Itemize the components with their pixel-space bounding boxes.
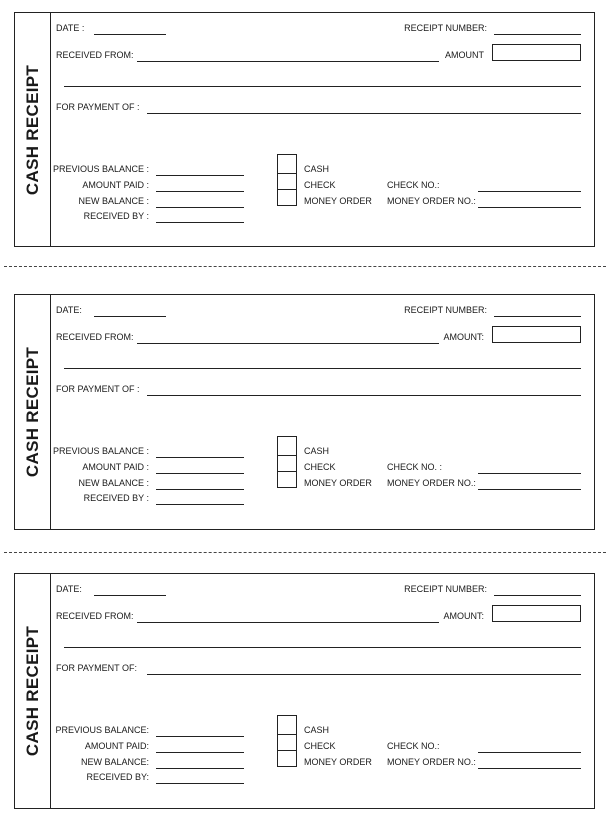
receipt-title: CASH RECEIPT (22, 64, 42, 195)
money-order-checkbox[interactable] (277, 471, 297, 488)
cash-label: CASH (304, 446, 330, 456)
money-order-label: MONEY ORDER (304, 196, 372, 206)
previous-balance-field[interactable] (156, 457, 244, 458)
previous-balance-label: PREVIOUS BALANCE : (52, 164, 149, 174)
new-balance-field[interactable] (156, 489, 244, 490)
receipt-sidebar (15, 13, 51, 246)
check-checkbox[interactable] (277, 173, 297, 190)
date-label: DATE: (56, 305, 82, 315)
received-from-extra-line[interactable] (64, 647, 581, 648)
received-from-extra-line[interactable] (64, 86, 581, 87)
payment-for-label: FOR PAYMENT OF: (56, 663, 138, 673)
money-order-checkbox[interactable] (277, 189, 297, 206)
cut-line (4, 552, 606, 553)
cash-checkbox[interactable] (277, 154, 297, 174)
amount-label: AMOUNT (445, 50, 484, 60)
check-label: CHECK (304, 180, 336, 190)
previous-balance-field[interactable] (156, 175, 244, 176)
check-no-field[interactable] (478, 752, 581, 753)
previous-balance-label: PREVIOUS BALANCE: (55, 725, 149, 735)
check-label: CHECK (304, 462, 336, 472)
check-checkbox[interactable] (277, 734, 297, 751)
amount-paid-field[interactable] (156, 752, 244, 753)
received-from-label: RECEIVED FROM: (56, 50, 134, 60)
cash-checkbox[interactable] (277, 715, 297, 735)
received-by-field[interactable] (156, 783, 244, 784)
amount-paid-field[interactable] (156, 191, 244, 192)
cash-checkbox[interactable] (277, 436, 297, 456)
received-by-field[interactable] (156, 222, 244, 223)
amount-box[interactable] (492, 605, 581, 622)
date-field[interactable] (94, 595, 166, 596)
check-no-field[interactable] (478, 191, 581, 192)
amount-box[interactable] (492, 326, 581, 343)
money-order-no-label: MONEY ORDER NO.: (387, 757, 476, 767)
cut-line (4, 266, 606, 267)
date-label: DATE: (56, 584, 82, 594)
cash-receipt-2 (14, 294, 595, 530)
money-order-no-field[interactable] (478, 768, 581, 769)
amount-paid-label: AMOUNT PAID: (84, 741, 149, 751)
new-balance-label: NEW BALANCE : (78, 196, 149, 206)
date-field[interactable] (94, 34, 166, 35)
cash-receipt-1 (14, 12, 595, 247)
amount-label: AMOUNT: (443, 611, 484, 621)
payment-for-field[interactable] (147, 395, 581, 396)
money-order-no-label: MONEY ORDER NO.: (387, 478, 476, 488)
received-from-label: RECEIVED FROM: (56, 332, 134, 342)
amount-paid-label: AMOUNT PAID : (82, 180, 149, 190)
receipt-number-field[interactable] (494, 316, 581, 317)
previous-balance-field[interactable] (156, 736, 244, 737)
check-checkbox[interactable] (277, 455, 297, 472)
payment-for-label: FOR PAYMENT OF : (56, 384, 140, 394)
received-by-label: RECEIVED BY: (86, 772, 149, 782)
receipt-sidebar (15, 574, 51, 808)
amount-box[interactable] (492, 44, 581, 61)
receipt-title: CASH RECEIPT (22, 346, 42, 478)
received-by-field[interactable] (156, 504, 244, 505)
receipt-title: CASH RECEIPT (22, 625, 42, 757)
receipt-sidebar (15, 295, 51, 529)
received-from-label: RECEIVED FROM: (56, 611, 134, 621)
new-balance-field[interactable] (156, 768, 244, 769)
received-from-field[interactable] (137, 343, 439, 344)
check-no-field[interactable] (478, 473, 581, 474)
check-no-label: CHECK NO.: (387, 741, 440, 751)
receipt-number-label: RECEIPT NUMBER: (404, 23, 487, 33)
received-from-field[interactable] (137, 61, 439, 62)
date-label: DATE : (56, 23, 85, 33)
receipt-number-label: RECEIPT NUMBER: (404, 584, 487, 594)
payment-for-label: FOR PAYMENT OF : (56, 102, 140, 112)
receipt-number-field[interactable] (494, 34, 581, 35)
receipt-number-label: RECEIPT NUMBER: (404, 305, 487, 315)
check-no-label: CHECK NO.: (387, 180, 440, 190)
money-order-no-label: MONEY ORDER NO.: (387, 196, 476, 206)
money-order-checkbox[interactable] (277, 750, 297, 767)
received-by-label: RECEIVED BY : (83, 211, 149, 221)
check-no-label: CHECK NO. : (387, 462, 443, 472)
money-order-no-field[interactable] (478, 207, 581, 208)
cash-label: CASH (304, 164, 330, 174)
cash-receipt-3 (14, 573, 595, 809)
amount-label: AMOUNT: (443, 332, 484, 342)
amount-paid-label: AMOUNT PAID : (82, 462, 149, 472)
received-from-extra-line[interactable] (64, 368, 581, 369)
received-from-field[interactable] (137, 622, 439, 623)
payment-for-field[interactable] (147, 674, 581, 675)
payment-for-field[interactable] (147, 113, 581, 114)
received-by-label: RECEIVED BY : (83, 493, 149, 503)
cash-label: CASH (304, 725, 330, 735)
previous-balance-label: PREVIOUS BALANCE : (52, 446, 149, 456)
money-order-label: MONEY ORDER (304, 757, 372, 767)
new-balance-field[interactable] (156, 207, 244, 208)
check-label: CHECK (304, 741, 336, 751)
new-balance-label: NEW BALANCE : (78, 478, 149, 488)
new-balance-label: NEW BALANCE: (80, 757, 149, 767)
amount-paid-field[interactable] (156, 473, 244, 474)
money-order-label: MONEY ORDER (304, 478, 372, 488)
receipt-number-field[interactable] (494, 595, 581, 596)
money-order-no-field[interactable] (478, 489, 581, 490)
date-field[interactable] (94, 316, 166, 317)
